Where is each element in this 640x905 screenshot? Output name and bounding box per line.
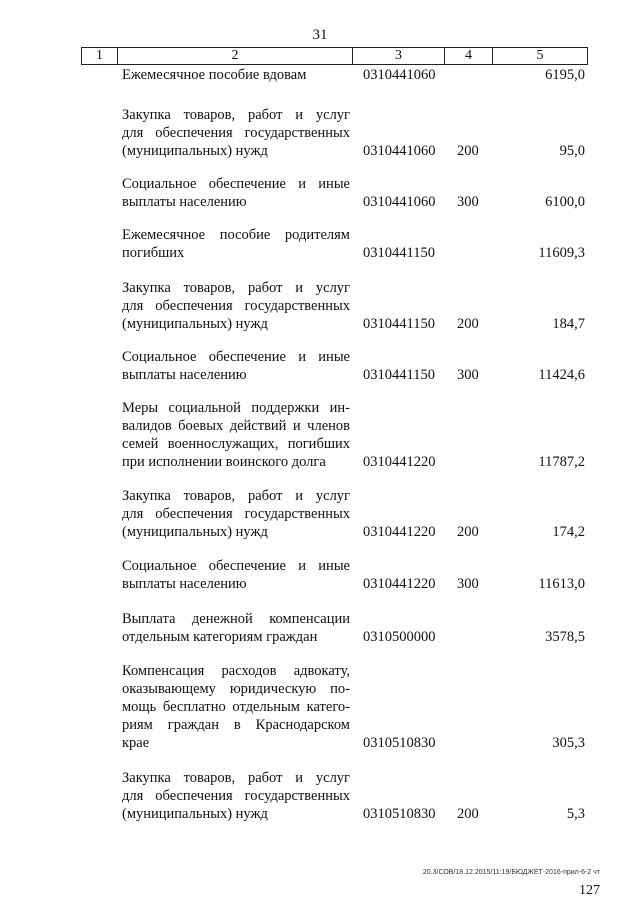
row-type: 200 bbox=[457, 806, 479, 822]
row-name-line: крае bbox=[122, 735, 150, 751]
row-name-line: (муниципальных) нужд bbox=[122, 806, 268, 822]
row-amount: 305,3 bbox=[552, 735, 585, 751]
table-row bbox=[0, 610, 640, 646]
row-amount: 184,7 bbox=[552, 316, 585, 332]
row-name bbox=[122, 662, 350, 752]
row-amount: 95,0 bbox=[559, 143, 585, 159]
row-name bbox=[122, 106, 350, 160]
row-type: 300 bbox=[457, 367, 479, 383]
row-code: 0310441060 bbox=[363, 143, 436, 159]
row-name-line: Социальное обеспечение и иные bbox=[122, 349, 350, 365]
row-name bbox=[122, 399, 350, 471]
table-row bbox=[0, 66, 640, 84]
row-type: 200 bbox=[457, 143, 479, 159]
table-row bbox=[0, 487, 640, 541]
table-row bbox=[0, 557, 640, 593]
row-code: 0310441150 bbox=[363, 367, 435, 383]
row-name-line: Закупка товаров, работ и услуг bbox=[122, 770, 350, 786]
table-row bbox=[0, 106, 640, 160]
row-name-line: для обеспечения государственных bbox=[122, 788, 350, 804]
row-type: 200 bbox=[457, 524, 479, 540]
row-amount: 11424,6 bbox=[538, 367, 585, 383]
row-name-line: оказывающему юридическую по- bbox=[122, 681, 350, 697]
row-code: 0310441220 bbox=[363, 454, 436, 470]
column-header-4: 4 bbox=[445, 48, 493, 64]
row-name-line: Ежемесячное пособие родителям bbox=[122, 227, 350, 243]
row-name-line: (муниципальных) нужд bbox=[122, 143, 268, 159]
row-name bbox=[122, 769, 350, 823]
row-name-line: риям граждан в Краснодарском bbox=[122, 717, 350, 733]
row-name-line: Социальное обеспечение и иные bbox=[122, 176, 350, 192]
column-header-5: 5 bbox=[536, 48, 544, 63]
row-code: 0310441060 bbox=[363, 67, 436, 83]
row-name-line: семей военнослужащих, погибших bbox=[122, 436, 350, 452]
table-row bbox=[0, 175, 640, 211]
row-code: 0310510830 bbox=[363, 806, 436, 822]
row-name-line: мощь бесплатно отдельным катего- bbox=[122, 699, 350, 715]
row-amount: 11609,3 bbox=[538, 245, 585, 261]
table-row bbox=[0, 399, 640, 471]
row-amount: 11787,2 bbox=[538, 454, 585, 470]
row-code: 0310441150 bbox=[363, 245, 435, 261]
row-name-line: для обеспечения государственных bbox=[122, 298, 350, 314]
column-header-1: 1 bbox=[82, 48, 118, 64]
column-header-3: 3 bbox=[353, 48, 445, 64]
row-name-line: (муниципальных) нужд bbox=[122, 316, 268, 332]
row-code: 0310510830 bbox=[363, 735, 436, 751]
row-name-line: Ежемесячное пособие вдовам bbox=[122, 67, 307, 83]
row-amount: 5,3 bbox=[566, 806, 585, 822]
row-name bbox=[122, 557, 350, 593]
column-header-row bbox=[81, 47, 588, 65]
row-code: 0310441220 bbox=[363, 576, 436, 592]
row-name bbox=[122, 66, 350, 84]
row-amount: 11613,0 bbox=[538, 576, 585, 592]
row-type: 200 bbox=[457, 316, 479, 332]
row-name-line: Закупка товаров, работ и услуг bbox=[122, 107, 350, 123]
page-number-bottom: 127 bbox=[579, 883, 600, 898]
row-name-line: погибших bbox=[122, 245, 185, 261]
row-code: 0310441150 bbox=[363, 316, 435, 332]
page-number-top: 31 bbox=[312, 27, 328, 43]
row-name-line: валидов боевых действий и членов bbox=[122, 418, 350, 434]
row-name-line: отдельным категориям граждан bbox=[122, 629, 318, 645]
row-amount: 6100,0 bbox=[545, 194, 585, 210]
row-name-line: Выплата денежной компенсации bbox=[122, 611, 350, 627]
row-code: 0310441220 bbox=[363, 524, 436, 540]
row-name bbox=[122, 348, 350, 384]
row-name bbox=[122, 487, 350, 541]
row-name-line: при исполнении воинского долга bbox=[122, 454, 326, 470]
row-name-line: Меры социальной поддержки ин- bbox=[122, 400, 350, 416]
row-name-line: (муниципальных) нужд bbox=[122, 524, 268, 540]
row-name-line: выплаты населению bbox=[122, 576, 247, 592]
column-header-2: 2 bbox=[118, 48, 353, 64]
footer-document-code: 20.3/СОВ/18.12.2015/11:19/БЮДЖЕТ-2016-прил-6-2 чт bbox=[422, 869, 600, 876]
row-name-line: Социальное обеспечение и иные bbox=[122, 558, 350, 574]
table-row bbox=[0, 769, 640, 823]
row-name-line: выплаты населению bbox=[122, 367, 247, 383]
row-name bbox=[122, 610, 350, 646]
table-row bbox=[0, 662, 640, 752]
row-name bbox=[122, 226, 350, 262]
row-name-line: Компенсация расходов адвокату, bbox=[122, 663, 350, 679]
table-row bbox=[0, 226, 640, 262]
row-type: 300 bbox=[457, 194, 479, 210]
row-name-line: для обеспечения государственных bbox=[122, 125, 350, 141]
table-row bbox=[0, 279, 640, 333]
row-name-line: для обеспечения государственных bbox=[122, 506, 350, 522]
row-code: 0310441060 bbox=[363, 194, 436, 210]
row-amount: 6195,0 bbox=[545, 67, 585, 83]
row-type: 300 bbox=[457, 576, 479, 592]
row-name bbox=[122, 175, 350, 211]
table-row bbox=[0, 348, 640, 384]
row-name bbox=[122, 279, 350, 333]
row-amount: 3578,5 bbox=[545, 629, 585, 645]
row-amount: 174,2 bbox=[552, 524, 585, 540]
row-code: 0310500000 bbox=[363, 629, 436, 645]
row-name-line: Закупка товаров, работ и услуг bbox=[122, 488, 350, 504]
row-name-line: Закупка товаров, работ и услуг bbox=[122, 280, 350, 296]
row-name-line: выплаты населению bbox=[122, 194, 247, 210]
